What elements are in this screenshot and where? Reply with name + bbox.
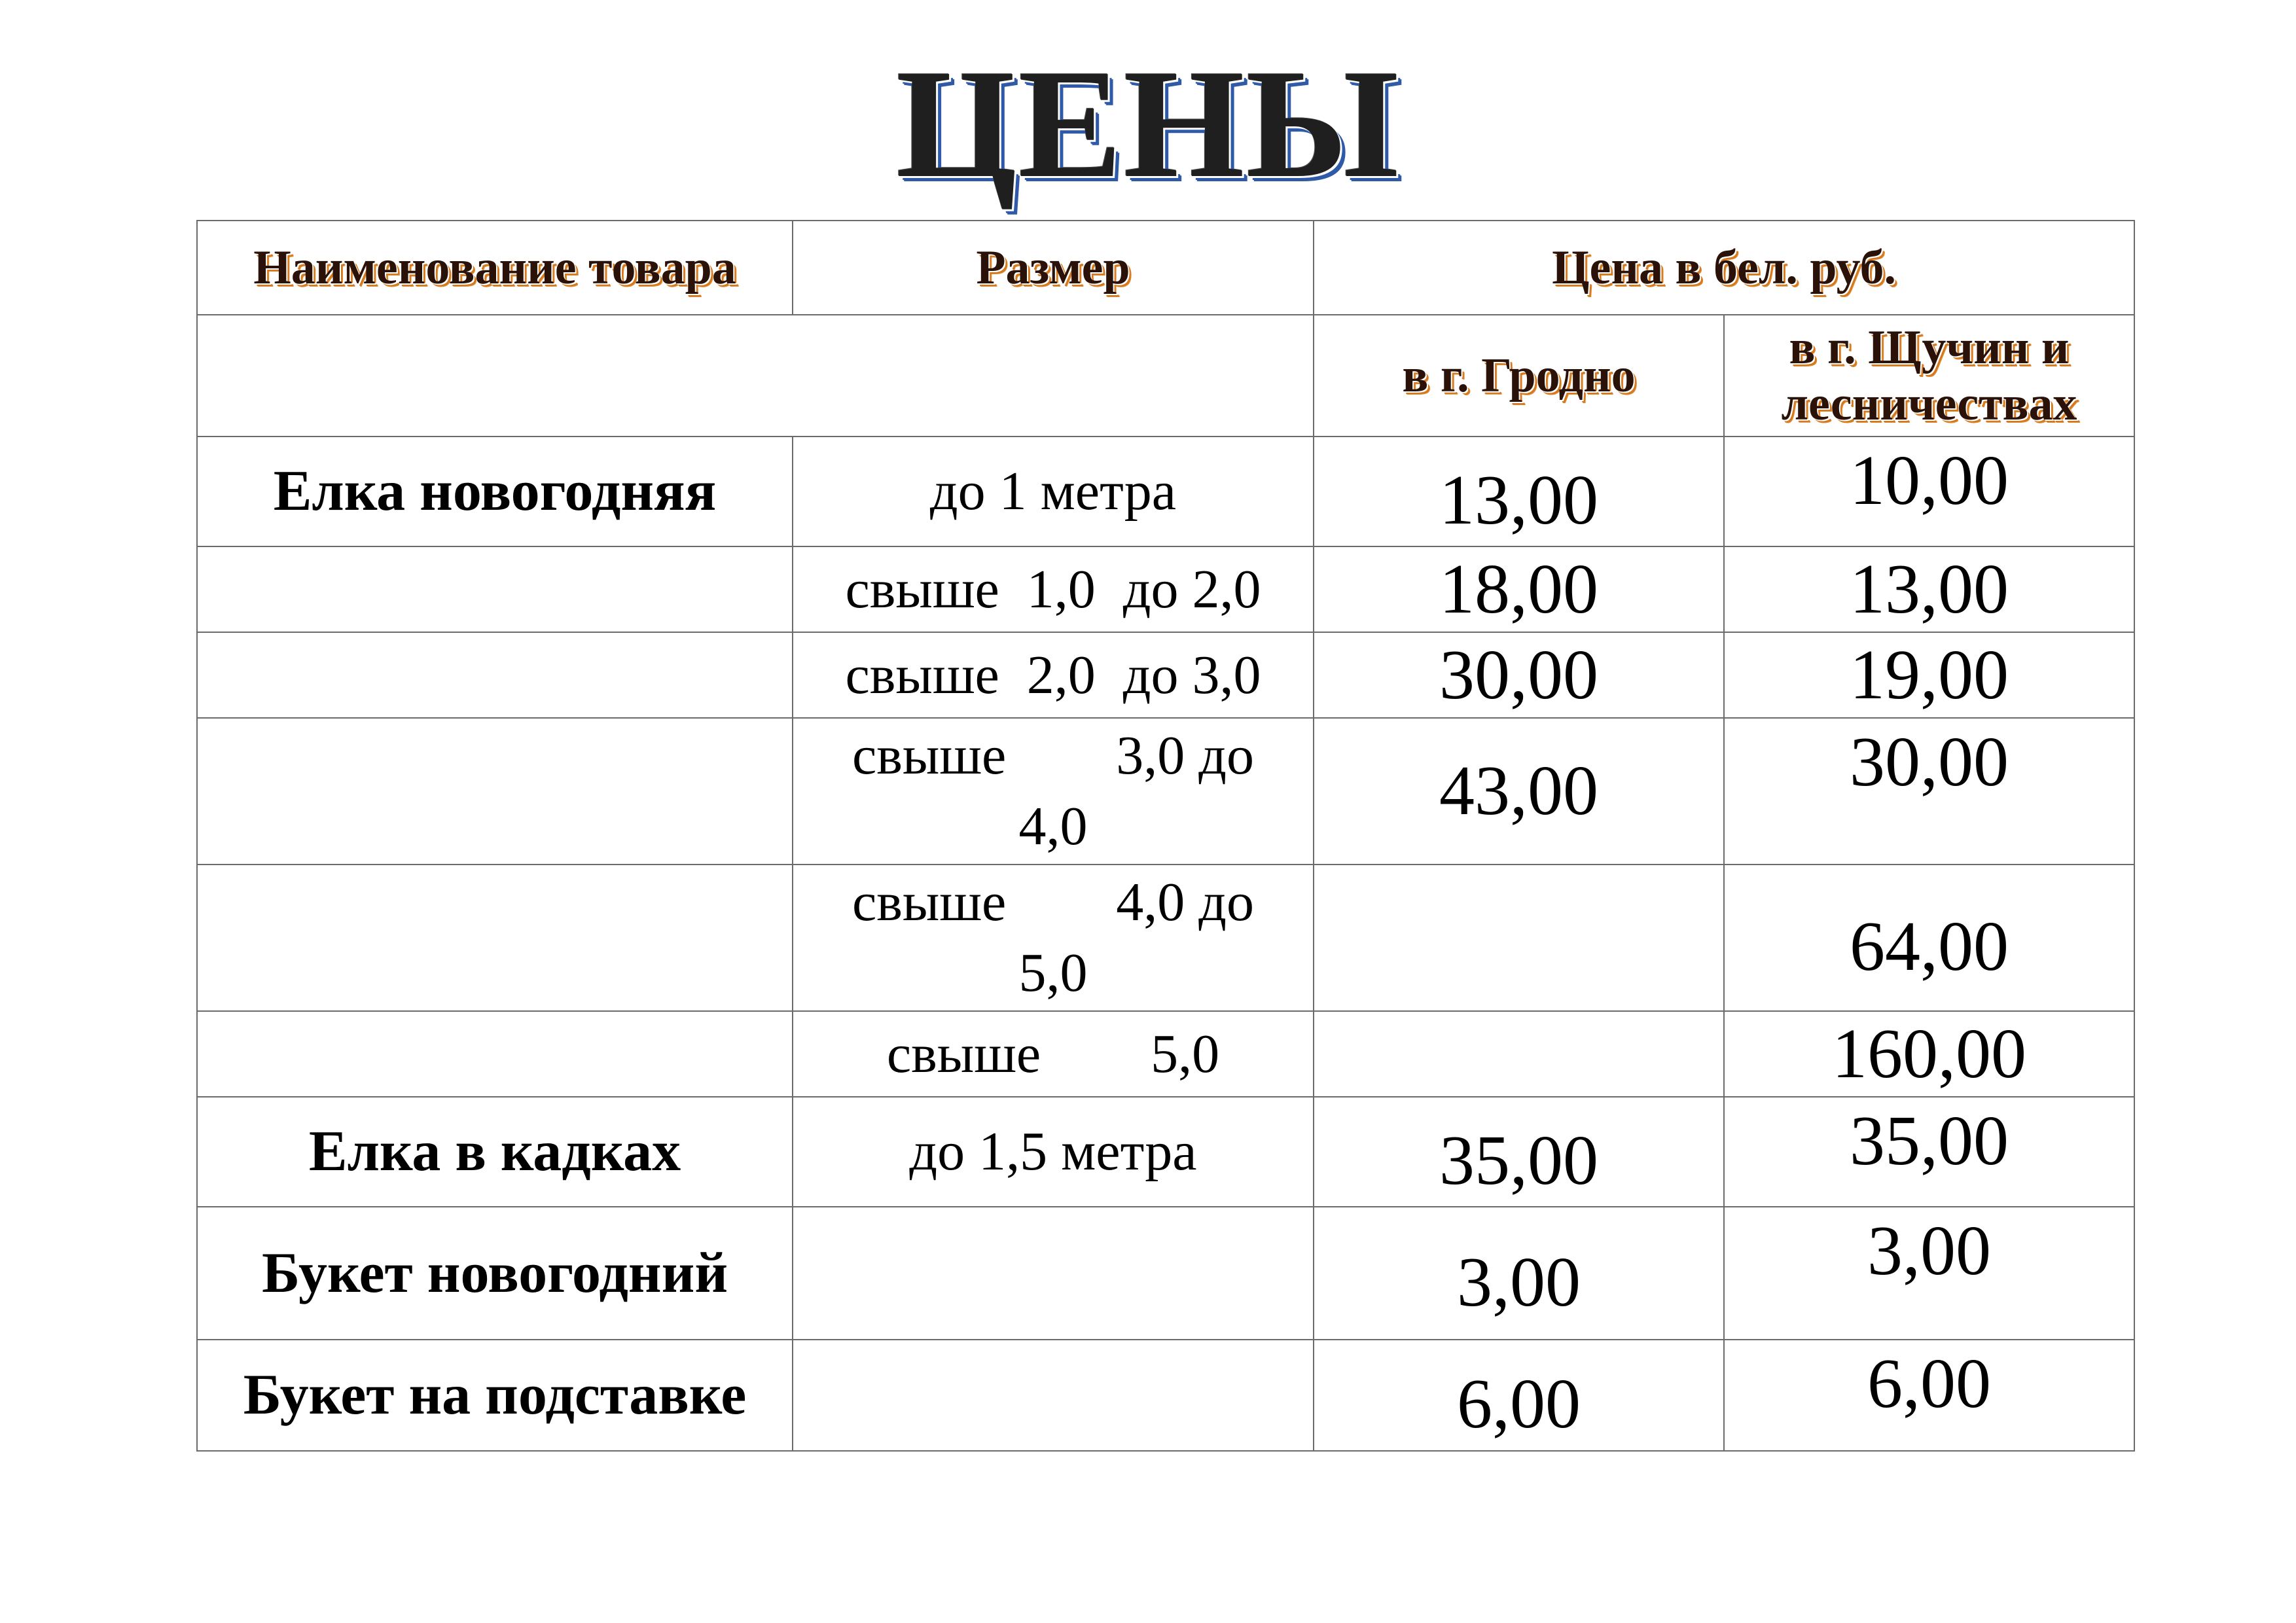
subheader-row (197, 315, 2134, 437)
product-name (197, 865, 793, 1011)
price-table (196, 220, 2135, 1452)
size-cell (793, 1207, 1314, 1340)
price-shchuchin: 35,00 (1724, 1097, 2134, 1207)
table-row (197, 632, 2134, 718)
price-shchuchin: 3,00 (1724, 1207, 2134, 1340)
price-shchuchin: 10,00 (1724, 437, 2134, 546)
price-grodno: 18,00 (1314, 546, 1724, 632)
price-grodno: 13,00 (1314, 437, 1724, 546)
product-name (197, 632, 793, 718)
table-row (197, 1011, 2134, 1097)
size-cell: свыше 2,0 до 3,0 (793, 632, 1314, 718)
price-grodno: 35,00 (1314, 1097, 1724, 1207)
table-row (197, 1097, 2134, 1207)
price-grodno: 3,00 (1314, 1207, 1724, 1340)
size-cell: до 1 метра (793, 437, 1314, 546)
size-cell: свыше 1,0 до 2,0 (793, 546, 1314, 632)
size-cell: до 1,5 метра (793, 1097, 1314, 1207)
header-name: Наименование товара (197, 221, 793, 315)
table-row (197, 437, 2134, 546)
size-cell: свыше 5,0 (793, 1011, 1314, 1097)
table-row (197, 718, 2134, 865)
product-name: Букет на подставке (197, 1340, 793, 1451)
header-shchuchin-line1: в г. Щучин и (1789, 321, 2070, 374)
price-grodno (1314, 865, 1724, 1011)
price-shchuchin: 160,00 (1724, 1011, 2134, 1097)
product-name (197, 546, 793, 632)
product-name (197, 1011, 793, 1097)
table-row (197, 1207, 2134, 1340)
page-title: ЦЕНЫ (895, 38, 1401, 210)
size-line2: 5,0 (1018, 942, 1088, 1003)
header-shchuchin-line2: лесничествах (1781, 377, 2077, 431)
price-grodno: 43,00 (1314, 718, 1724, 865)
header-price-group: Цена в бел. руб. (1314, 221, 2134, 315)
table-row (197, 546, 2134, 632)
price-grodno: 30,00 (1314, 632, 1724, 718)
size-cell (793, 865, 1314, 1011)
size-line1: свыше 3,0 до (852, 725, 1255, 786)
price-shchuchin: 30,00 (1724, 718, 2134, 865)
product-name: Елка новогодняя (197, 437, 793, 546)
product-name: Букет новогодний (197, 1207, 793, 1340)
table-row (197, 1340, 2134, 1451)
price-shchuchin: 64,00 (1724, 865, 2134, 1011)
size-line2: 4,0 (1018, 796, 1088, 857)
size-cell (793, 718, 1314, 865)
size-line1: свыше 4,0 до (852, 872, 1255, 933)
size-cell (793, 1340, 1314, 1451)
subheader-empty (197, 315, 1314, 437)
table-row (197, 865, 2134, 1011)
header-grodno: в г. Гродно (1314, 315, 1724, 437)
price-shchuchin: 13,00 (1724, 546, 2134, 632)
price-shchuchin: 6,00 (1724, 1340, 2134, 1451)
price-shchuchin: 19,00 (1724, 632, 2134, 718)
price-grodno (1314, 1011, 1724, 1097)
product-name: Елка в кадках (197, 1097, 793, 1207)
header-size: Размер (793, 221, 1314, 315)
price-grodno: 6,00 (1314, 1340, 1724, 1451)
header-shchuchin (1724, 315, 2134, 437)
header-row (197, 221, 2134, 315)
product-name (197, 718, 793, 865)
